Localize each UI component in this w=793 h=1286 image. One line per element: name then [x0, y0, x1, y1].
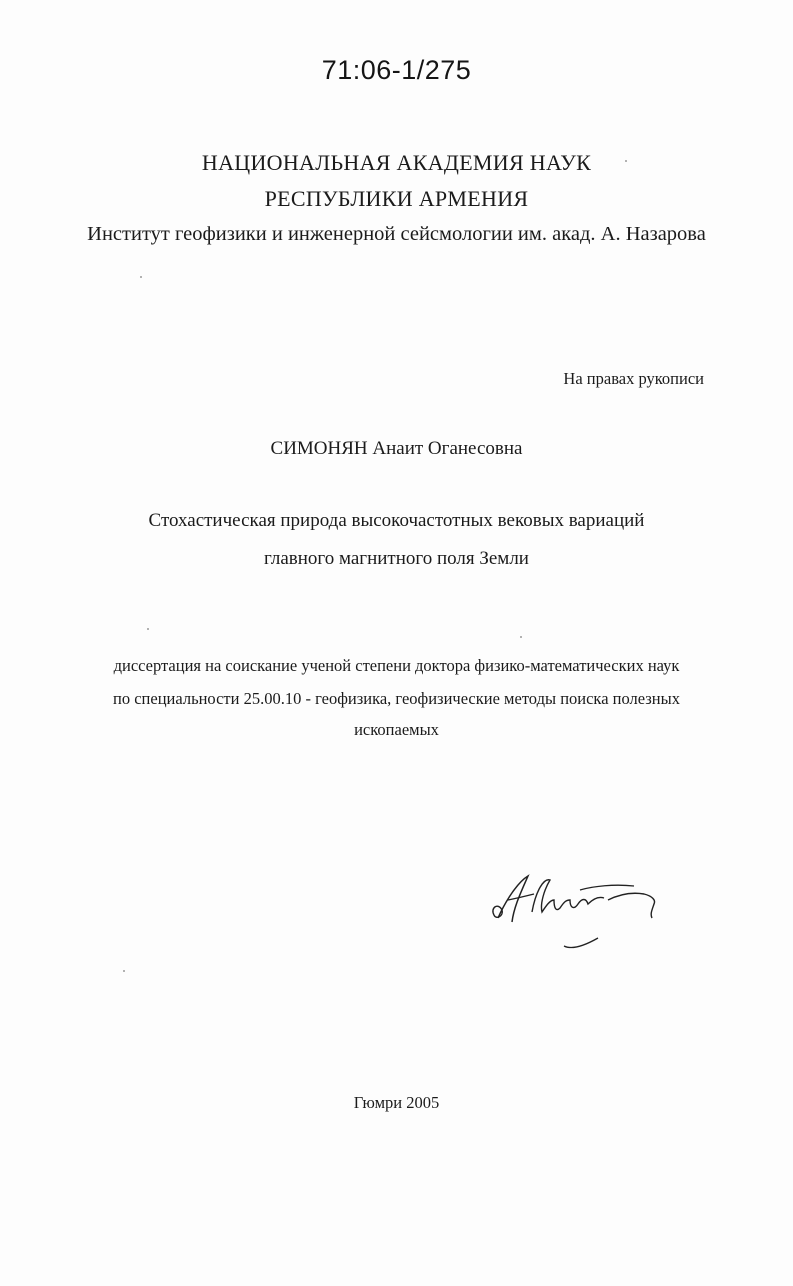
description-line-2: по специальности 25.00.10 - геофизика, геофизические методы поиска полезных: [113, 689, 680, 708]
institute-name: Институт геофизики и инженерной сейсмологии им. акад. А. Назарова: [87, 223, 706, 245]
description-line-1: диссертация на соискание ученой степени доктора физико-математических наук: [113, 656, 680, 675]
rights-note: На правах рукописи: [563, 369, 704, 388]
scan-speck: [147, 628, 149, 630]
scan-speck: [625, 160, 627, 162]
scan-speck: [123, 970, 125, 972]
academy-name-line-2: РЕСПУБЛИКИ АРМЕНИЯ: [264, 186, 529, 211]
handwritten-signature: [484, 860, 674, 960]
thesis-title-line-2: главного магнитного поля Земли: [264, 548, 529, 569]
scan-speck: [520, 636, 522, 638]
description-line-3: ископаемых: [354, 720, 439, 739]
academy-name-line-1: НАЦИОНАЛЬНАЯ АКАДЕМИЯ НАУК: [201, 150, 592, 175]
catalog-number: 71:06-1/275: [321, 55, 472, 85]
author-name: СИМОНЯН Анаит Оганесовна: [270, 438, 523, 459]
thesis-title-line-1: Стохастическая природа высокочастотных вековых вариаций: [148, 510, 645, 531]
scan-speck: [140, 276, 142, 278]
place-and-year: Гюмри 2005: [353, 1093, 440, 1112]
